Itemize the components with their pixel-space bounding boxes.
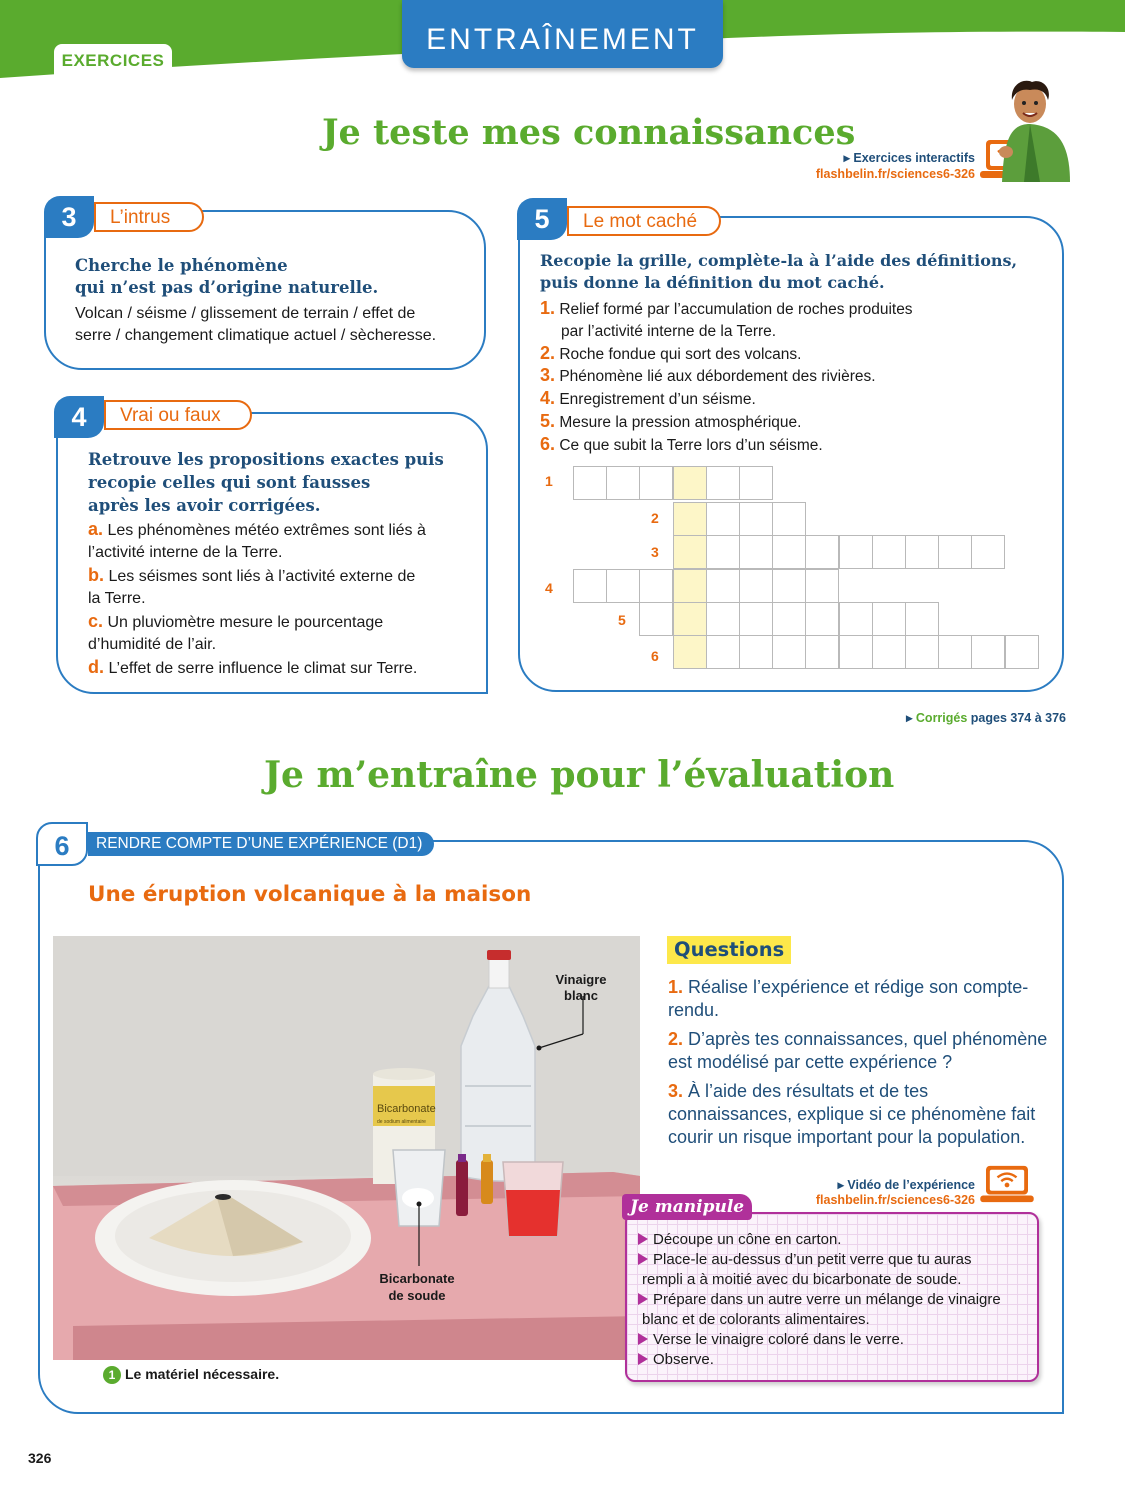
crossword-cell[interactable]: [739, 602, 773, 636]
section-title-connaissances: Je teste mes connaissances: [322, 112, 856, 153]
def-number: 6.: [540, 433, 556, 454]
crossword-cell[interactable]: [805, 535, 839, 569]
def-text: Enregistrement d’un séisme.: [559, 391, 756, 409]
def-text: Mesure la pression atmosphérique.: [559, 413, 802, 431]
text-line: Volcan / séisme / glissement de terrain / effet de: [75, 305, 416, 322]
def-number: 4.: [540, 388, 556, 409]
exercise-6-skill: RENDRE COMPTE D’UNE EXPÉRIENCE (D1): [88, 832, 434, 856]
crossword-cell[interactable]: [938, 635, 972, 669]
crossword-cell[interactable]: [739, 502, 773, 536]
def-text: Relief formé par l’accumulation de roches produites: [559, 301, 913, 318]
manipulation-steps: [638, 1230, 1034, 1370]
crossword-hidden-word-cell[interactable]: [673, 635, 707, 669]
questions-list: [668, 976, 1058, 1149]
item-text: l’activité interne de la Terre.: [88, 544, 283, 561]
label-line: de soude: [388, 1288, 446, 1303]
manipulation-title: Je manipule: [622, 1194, 752, 1220]
entrainement-banner: ENTRAÎNEMENT: [402, 0, 723, 68]
label-line: blanc: [564, 988, 598, 1003]
question-item: [668, 1028, 1058, 1074]
question-text: rendu.: [668, 1000, 720, 1020]
manip-text: Observe.: [653, 1351, 714, 1368]
bicarb-box-text: Bicarbonate: [377, 1103, 436, 1115]
manip-text: Découpe un cône en carton.: [653, 1231, 842, 1248]
video-url[interactable]: flashbelin.fr/sciences6-326: [815, 1193, 975, 1207]
item-text: L’effet de serre influence le climat sur Terre.: [108, 660, 418, 677]
bullet-icon: [638, 1333, 648, 1345]
def-number: 3.: [540, 365, 556, 386]
text-line: serre / changement climatique actuel / sècheresse.: [75, 327, 437, 344]
crossword-cell[interactable]: [805, 569, 839, 603]
exercise-4-items: [88, 518, 483, 680]
manip-line: [638, 1310, 1034, 1330]
crossword-cell[interactable]: [872, 535, 906, 569]
interactive-exercises-link[interactable]: [790, 150, 975, 182]
crossword-hidden-word-cell[interactable]: [673, 466, 707, 500]
crossword-cell[interactable]: [971, 535, 1005, 569]
crossword-cell[interactable]: [706, 635, 740, 669]
def-text: Phénomène lié aux débordement des rivières.: [559, 368, 876, 386]
video-link[interactable]: [790, 1178, 975, 1208]
definition-item: [540, 298, 1055, 321]
exercise-5-number: 5: [517, 198, 567, 240]
manip-text: rempli a à moitié avec du bicarbonate de soude.: [642, 1271, 962, 1288]
exercise-3-instruction: [75, 255, 475, 299]
item-letter: c.: [88, 611, 104, 631]
grid-number: 2: [651, 510, 659, 526]
grid-number: 5: [618, 612, 626, 628]
manip-line: [638, 1350, 1034, 1370]
crossword-cell[interactable]: [739, 535, 773, 569]
instruction-line: puis donne la définition du mot caché.: [540, 273, 885, 292]
bicarb-box-subtext: de sodium alimentaire: [377, 1119, 426, 1125]
label-line: Vinaigre: [555, 972, 607, 987]
instruction-line: qui n’est pas d’origine naturelle.: [75, 278, 379, 297]
crossword-cell[interactable]: [772, 535, 806, 569]
crossword-cell[interactable]: [706, 466, 740, 500]
question-text: courir un risque important pour la population.: [668, 1127, 1026, 1147]
crossword-cell[interactable]: [872, 602, 906, 636]
bullet-icon: [638, 1353, 648, 1365]
crossword-cell[interactable]: [573, 569, 607, 603]
def-number: 2.: [540, 342, 556, 363]
manip-text: Verse le vinaigre coloré dans le verre.: [653, 1331, 904, 1348]
question-text: connaissances, explique si ce phénomène fait: [668, 1104, 1036, 1124]
item-text: Les séismes sont liés à l’activité externe de: [108, 568, 416, 585]
manip-text: Prépare dans un autre verre un mélange de vinaigre: [653, 1291, 1001, 1308]
bullet-icon: [638, 1253, 648, 1265]
crossword-cell[interactable]: [938, 535, 972, 569]
crossword-cell[interactable]: [639, 569, 673, 603]
exercise-4-number: 4: [54, 396, 104, 438]
crossword-cell[interactable]: [706, 569, 740, 603]
exercise-4-instruction: [88, 448, 478, 517]
definition-item: [540, 434, 1055, 457]
interactive-label: ▸ Exercices interactifs: [843, 151, 975, 165]
exercices-tab[interactable]: EXERCICES: [54, 44, 172, 76]
crossword-cell[interactable]: [706, 502, 740, 536]
crossword-cell[interactable]: [739, 569, 773, 603]
crossword-cell[interactable]: [606, 569, 640, 603]
item-text: Un pluviomètre mesure le pourcentage: [107, 614, 384, 631]
corriges-word: Corrigés: [915, 711, 968, 725]
def-number: 5.: [540, 410, 556, 431]
crossword-cell[interactable]: [606, 466, 640, 500]
caption-text: Le matériel nécessaire.: [125, 1366, 280, 1382]
exercise-4-title: Vrai ou faux: [104, 400, 252, 430]
list-item: [88, 656, 483, 680]
crossword-cell[interactable]: [905, 535, 939, 569]
def-text: Roche fondue qui sort des volcans.: [559, 345, 802, 363]
crossword-cell[interactable]: [772, 635, 806, 669]
boy-mascot-illustration: [990, 78, 1072, 182]
instruction-line: après les avoir corrigées.: [88, 496, 321, 515]
definition-item: [540, 411, 1055, 434]
item-letter: d.: [88, 657, 104, 677]
questions-title: Questions: [667, 936, 791, 964]
crossword-cell[interactable]: [772, 502, 806, 536]
item-letter: b.: [88, 565, 104, 585]
grid-number: 4: [545, 580, 553, 596]
crossword-cell[interactable]: [905, 602, 939, 636]
manip-text: Place-le au-dessus d’un petit verre que tu auras: [653, 1251, 972, 1268]
crossword-cell[interactable]: [839, 535, 873, 569]
crossword-cell[interactable]: [872, 635, 906, 669]
grid-number: 3: [651, 544, 659, 560]
label-line: Bicarbonate: [379, 1271, 455, 1286]
question-text: est modélisé par cette expérience ?: [668, 1052, 953, 1072]
instruction-line: recopie celles qui sont fausses: [88, 473, 371, 492]
bicarbonate-label: [369, 1270, 465, 1304]
question-number: 1.: [668, 977, 684, 997]
definition-item: [540, 388, 1055, 411]
exercise-5-instruction: [540, 250, 1055, 294]
crossword-cell[interactable]: [772, 602, 806, 636]
question-item: [668, 1080, 1058, 1149]
section-title-evaluation: Je m’entraîne pour l’évaluation: [264, 754, 895, 796]
exercise-6-number: 6: [36, 822, 88, 866]
crossword-hidden-word-cell[interactable]: [673, 535, 707, 569]
corriges-link[interactable]: [880, 710, 1066, 725]
exercise-3-text: [75, 303, 475, 347]
vinegar-label: [541, 972, 621, 1004]
bullet-icon: [638, 1293, 648, 1305]
crossword-cell[interactable]: [805, 602, 839, 636]
crossword-cell[interactable]: [739, 466, 773, 500]
crossword-hidden-word-cell[interactable]: [673, 569, 707, 603]
crossword-cell[interactable]: [839, 635, 873, 669]
exercise-3-number: 3: [44, 196, 94, 238]
caption-number-badge: 1: [103, 1366, 121, 1384]
crossword-cell[interactable]: [639, 466, 673, 500]
crossword-cell[interactable]: [905, 635, 939, 669]
question-text: Réalise l’expérience et rédige son compte-: [688, 977, 1029, 997]
video-label: ▸ Vidéo de l’expérience: [837, 1178, 975, 1192]
definition-item: [540, 365, 1055, 388]
manip-line: [638, 1270, 1034, 1290]
grid-number: 6: [651, 648, 659, 664]
exercise-6-subtitle: Une éruption volcanique à la maison: [88, 882, 532, 907]
question-number: 3.: [668, 1081, 684, 1101]
exercise-3-title: L’intrus: [94, 202, 204, 232]
corriges-arrow: ▸: [906, 711, 916, 725]
list-item: [88, 564, 483, 588]
list-item: [88, 518, 483, 542]
crossword-cell[interactable]: [971, 635, 1005, 669]
definition-item: [540, 343, 1055, 366]
item-text: d’humidité de l’air.: [88, 636, 217, 653]
instruction-line: Recopie la grille, complète-la à l’aide des définitions,: [540, 251, 1018, 270]
item-text: la Terre.: [88, 590, 146, 607]
question-item: [668, 976, 1058, 1022]
list-item: [88, 610, 483, 634]
crossword-cell[interactable]: [805, 635, 839, 669]
crossword-cell[interactable]: [772, 569, 806, 603]
manip-line: [638, 1250, 1034, 1270]
crossword-cell[interactable]: [839, 602, 873, 636]
crossword-cell[interactable]: [573, 466, 607, 500]
exercise-5-definitions: [540, 298, 1055, 457]
def-number: 1.: [540, 298, 556, 318]
def-text: par l’activité interne de la Terre.: [561, 322, 777, 340]
question-number: 2.: [668, 1029, 684, 1049]
crossword-cell[interactable]: [739, 635, 773, 669]
question-text: À l’aide des résultats et de tes: [688, 1081, 929, 1101]
instruction-line: Cherche le phénomène: [75, 256, 288, 275]
crossword-hidden-word-cell[interactable]: [673, 602, 707, 636]
page-number: 326: [28, 1450, 52, 1466]
manip-line: [638, 1330, 1034, 1350]
def-text: Ce que subit la Terre lors d’un séisme.: [559, 436, 823, 454]
crossword-cell[interactable]: [639, 602, 673, 636]
item-letter: a.: [88, 519, 104, 539]
crossword-hidden-word-cell[interactable]: [673, 502, 707, 536]
instruction-line: Retrouve les propositions exactes puis: [88, 450, 444, 469]
manip-line: [638, 1290, 1034, 1310]
photo-caption: [103, 1365, 279, 1384]
video-laptop-icon[interactable]: [980, 1164, 1034, 1206]
interactive-url[interactable]: flashbelin.fr/sciences6-326: [815, 167, 975, 181]
exercise-5-title: Le mot caché: [567, 206, 721, 236]
grid-number: 1: [545, 473, 553, 489]
bullet-icon: [638, 1233, 648, 1245]
item-text: Les phénomènes météo extrêmes sont liés à: [107, 522, 426, 539]
question-text: D’après tes connaissances, quel phénomène: [688, 1029, 1048, 1049]
crossword-cell[interactable]: [706, 535, 740, 569]
experiment-photo: [53, 936, 640, 1360]
crossword-cell[interactable]: [1005, 635, 1039, 669]
crossword-cell[interactable]: [706, 602, 740, 636]
manip-line: [638, 1230, 1034, 1250]
manip-text: blanc et de colorants alimentaires.: [642, 1311, 870, 1328]
corriges-pages: pages 374 à 376: [967, 711, 1066, 725]
